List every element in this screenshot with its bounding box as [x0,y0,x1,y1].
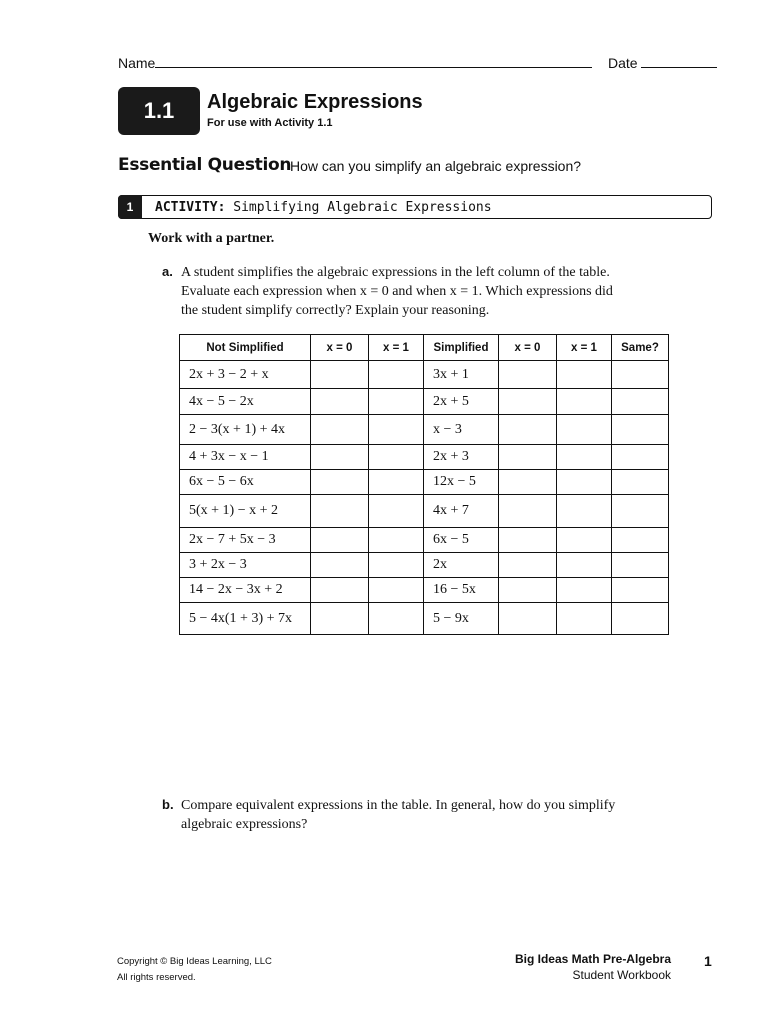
answer-x1-simplified-cell[interactable] [557,553,612,578]
table-row [180,553,669,578]
answer-x0-cell[interactable] [311,553,369,578]
answer-x1-cell[interactable] [369,415,424,445]
answer-same-cell[interactable] [612,578,669,603]
answer-same-cell[interactable] [612,445,669,470]
table-row [180,361,669,389]
answer-x1-cell[interactable] [369,361,424,389]
workbook-label: Student Workbook [572,968,671,982]
part-a-text: A student simplifies the algebraic expressions in the left column of the table. Evaluate each expression when x = 0 and when x = 1. Which expressions did the student simplify correctly? Explain your reasoning. [181,265,613,318]
answer-same-cell[interactable] [612,389,669,415]
page-number: 1 [704,953,712,969]
answer-x0-simplified-cell[interactable] [499,528,557,553]
expressions-table [179,334,669,635]
activity-number-badge: 1 [118,195,142,219]
answer-x0-simplified-cell[interactable] [499,361,557,389]
answer-x0-cell[interactable] [311,578,369,603]
part-b-label: b. [162,797,174,812]
answer-x1-simplified-cell[interactable] [557,361,612,389]
not-simplified-cell: 5 − 4x(1 + 3) + 7x [180,603,311,635]
answer-x1-simplified-cell[interactable] [557,389,612,415]
copyright-block [117,954,272,986]
answer-x1-cell[interactable] [369,470,424,495]
book-title: Big Ideas Math Pre-Algebra [514,952,671,966]
answer-x1-cell[interactable] [369,495,424,528]
simplified-cell: 16 − 5x [424,578,499,603]
simplified-cell: x − 3 [424,415,499,445]
answer-x0-cell[interactable] [311,470,369,495]
part-a-label: a. [162,264,173,279]
simplified-cell: 2x [424,553,499,578]
part-b-text: Compare equivalent expressions in the table. In general, how do you simplify algebraic expressions? [181,798,616,832]
answer-x0-cell[interactable] [311,603,369,635]
answer-x0-simplified-cell[interactable] [499,470,557,495]
activity-title: Simplifying Algebraic Expressions [233,200,492,215]
header-x1: x = 1 [369,335,424,361]
answer-x1-cell[interactable] [369,445,424,470]
essential-question-text: How can you simplify an algebraic expression? [290,158,582,174]
activity-heading [155,200,492,215]
answer-same-cell[interactable] [612,553,669,578]
answer-x0-simplified-cell[interactable] [499,445,557,470]
answer-x0-cell[interactable] [311,389,369,415]
answer-x0-cell[interactable] [311,361,369,389]
date-label: Date [608,55,638,71]
table-row [180,415,669,445]
date-blank[interactable] [641,55,717,68]
header-x1-simplified: x = 1 [557,335,612,361]
not-simplified-cell: 2x − 7 + 5x − 3 [180,528,311,553]
not-simplified-cell: 4x − 5 − 2x [180,389,311,415]
table-row [180,578,669,603]
table-body [180,361,669,635]
answer-x0-simplified-cell[interactable] [499,389,557,415]
table-row [180,470,669,495]
not-simplified-cell: 2x + 3 − 2 + x [180,361,311,389]
simplified-cell: 2x + 5 [424,389,499,415]
answer-x1-simplified-cell[interactable] [557,528,612,553]
date-field[interactable] [608,55,717,71]
answer-x1-simplified-cell[interactable] [557,415,612,445]
table-row [180,495,669,528]
simplified-cell: 12x − 5 [424,470,499,495]
section-number-badge: 1.1 [118,87,200,135]
section-title: Algebraic Expressions [207,91,423,113]
answer-x1-simplified-cell[interactable] [557,603,612,635]
name-label: Name [118,55,156,71]
not-simplified-cell: 3 + 2x − 3 [180,553,311,578]
name-field[interactable] [118,55,592,71]
rights-text: All rights reserved. [117,972,196,983]
table-row [180,389,669,415]
answer-x1-simplified-cell[interactable] [557,470,612,495]
copyright-text: Copyright © Big Ideas Learning, LLC [117,956,272,967]
simplified-cell: 2x + 3 [424,445,499,470]
table-row [180,603,669,635]
table-row [180,528,669,553]
answer-x1-cell[interactable] [369,389,424,415]
answer-x0-simplified-cell[interactable] [499,553,557,578]
not-simplified-cell: 6x − 5 − 6x [180,470,311,495]
header-simplified: Simplified [424,335,499,361]
answer-same-cell[interactable] [612,528,669,553]
answer-x1-simplified-cell[interactable] [557,578,612,603]
answer-x1-simplified-cell[interactable] [557,495,612,528]
simplified-cell: 4x + 7 [424,495,499,528]
answer-x1-simplified-cell[interactable] [557,445,612,470]
answer-x0-simplified-cell[interactable] [499,415,557,445]
answer-x1-cell[interactable] [369,578,424,603]
answer-x0-simplified-cell[interactable] [499,603,557,635]
table-header-row [180,335,669,361]
table-row [180,445,669,470]
answer-x0-cell[interactable] [311,528,369,553]
name-blank[interactable] [155,55,592,68]
answer-x1-cell[interactable] [369,528,424,553]
answer-x1-cell[interactable] [369,553,424,578]
simplified-cell: 5 − 9x [424,603,499,635]
header-not-simplified: Not Simplified [180,335,311,361]
answer-same-cell[interactable] [612,470,669,495]
answer-x0-cell[interactable] [311,415,369,445]
answer-x0-simplified-cell[interactable] [499,578,557,603]
simplified-cell: 3x + 1 [424,361,499,389]
simplified-cell: 6x − 5 [424,528,499,553]
answer-same-cell[interactable] [612,361,669,389]
answer-x0-cell[interactable] [311,445,369,470]
header-x0-simplified: x = 0 [499,335,557,361]
header-x0: x = 0 [311,335,369,361]
not-simplified-cell: 5(x + 1) − x + 2 [180,495,311,528]
answer-x1-cell[interactable] [369,603,424,635]
not-simplified-cell: 4 + 3x − x − 1 [180,445,311,470]
section-subtitle: For use with Activity 1.1 [207,117,333,129]
not-simplified-cell: 2 − 3(x + 1) + 4x [180,415,311,445]
not-simplified-cell: 14 − 2x − 3x + 2 [180,578,311,603]
instructions: Work with a partner. [148,231,275,246]
answer-x0-simplified-cell[interactable] [499,495,557,528]
essential-question-label: Essential Question [118,155,292,175]
answer-same-cell[interactable] [612,603,669,635]
answer-x0-cell[interactable] [311,495,369,528]
activity-label: ACTIVITY: [155,200,226,215]
answer-same-cell[interactable] [612,415,669,445]
answer-same-cell[interactable] [612,495,669,528]
header-same: Same? [612,335,669,361]
